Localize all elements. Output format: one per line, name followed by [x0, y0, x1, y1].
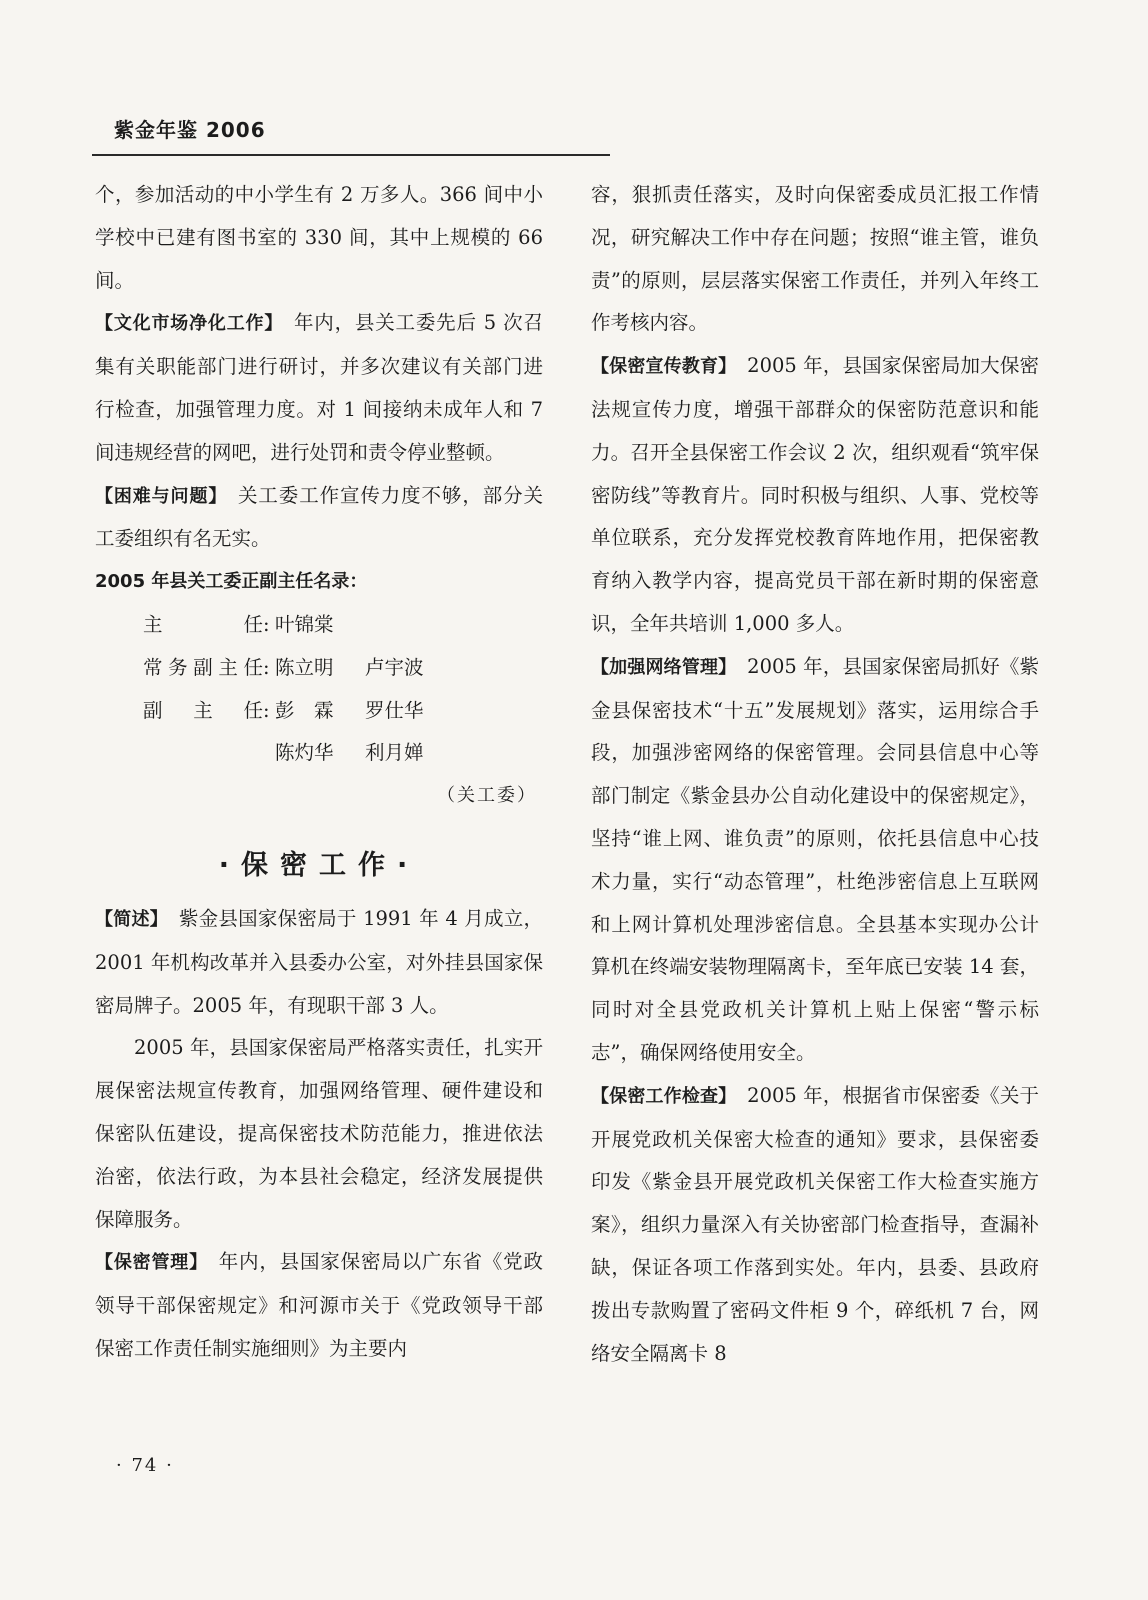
right-column — [591, 174, 1039, 1375]
section-keyword: 【文化市场净化工作】 — [95, 313, 284, 335]
paragraph-difficulties — [95, 475, 543, 562]
roster-name: 陈立明 — [275, 655, 334, 679]
paragraph-text: 2005 年，根据省市保密委《关于开展党政机关保密大检查的通知》要求，县保密委印发《紫金县开展党政机关保密工作大检查实施方案》，组织力量深入有关协密部门检查指导，查漏补缺，保证各项工作落到实处。年内，县委、县政府拨出专款购置了密码文件柜 9 个，碎纸机 7 台，网络安全隔离卡 8 — [591, 1083, 1040, 1365]
source-attribution: （关工委） — [437, 785, 537, 807]
paragraph-secrecy-management — [95, 1241, 543, 1370]
paragraph-text: 年内，县关工委先后 5 次召集有关职能部门进行研讨，并多次建议有关部门进行检查，加强管理力度。对 1 间接纳未成年人和 7 间违规经营的网吧，进行处罚和责令停业整顿。 — [95, 311, 543, 464]
paragraph-text: 2005 年，县国家保密局抓好《紫金县保密技术“十五”发展规划》落实，运用综合手段，加强涉密网络的保密管理。会同县信息中心等部门制定《紫金县办公自动化建设中的保密规定》，坚持“谁上网、谁负责”的原则，依托县信息中心技术力量，实行“动态管理”，杜绝涉密信息上互联网和上网计算机处理涉密信息。全县基本实现办公计算机在终端安装物理隔离卡，至年底已安装 14 套，同时对全县党政机关计算机上贴上保密“警示标志”，确保网络使用安全。 — [591, 654, 1040, 1064]
paragraph-inspection — [591, 1075, 1039, 1376]
paragraph-text: 2005 年，县国家保密局加大保密法规宣传力度，增强干部群众的保密防范意识和能力。召开全县保密工作会议 2 次，组织观看“筑牢保密防线”等教育片。同时积极与组织、人事、党校等单位联系，充分发挥党校教育阵地作用，把保密教育纳入教学内容，提高党员干部在新时期的保密意识，全年共培训 1,000 多人。 — [591, 354, 1040, 635]
paragraph-text: 年内，县国家保密局以广东省《党政领导干部保密规定》和河源市关于《党政领导干部保密工作责任制实施细则》为主要内 — [95, 1250, 543, 1360]
section-keyword: 【困难与问题】 — [95, 485, 228, 507]
section-keyword: 【简述】 — [95, 908, 169, 930]
roster-title: 2005 年县关工委正副主任名录： — [95, 571, 368, 593]
paragraph-continuation: 个，参加活动的中小学生有 2 万多人。366 间中小学校中已建有图书室的 330 间，其中上规模的 66 间。 — [95, 183, 543, 292]
running-header — [92, 110, 610, 156]
paragraph-overview — [95, 898, 543, 1027]
section-keyword: 【保密管理】 — [95, 1252, 208, 1274]
roster-row: 副主任 : 彭 霖 罗仕华 — [95, 690, 543, 733]
section-keyword: 【保密工作检查】 — [591, 1085, 737, 1107]
paragraph-culture-market — [95, 302, 543, 474]
section-keyword: 【加强网络管理】 — [591, 656, 737, 678]
paragraph-publicity-education — [591, 345, 1039, 646]
roster-name: 叶锦棠 — [275, 612, 334, 636]
paragraph-text: 紫金县国家保密局于 1991 年 4 月成立，2001 年机构改革并入县委办公室，对外挂县国家保密局牌子。2005 年，有现职干部 3 人。 — [95, 906, 544, 1017]
roster-name: 陈灼华 — [275, 741, 334, 765]
page-number: · 74 · — [116, 1455, 174, 1476]
yearbook-title: 紫金年鉴 2006 — [114, 118, 266, 142]
roster-role — [95, 732, 263, 775]
roster-row: 常务副主任 : 陈立明 卢宇波 — [95, 647, 543, 690]
paragraph-network-management — [591, 646, 1039, 1075]
roster-name: 彭 霖 — [275, 698, 334, 722]
roster-name: 利月婵 — [365, 741, 424, 765]
roster-row — [95, 732, 543, 775]
paragraph-summary: 2005 年，县国家保密局严格落实责任，扎实开展保密法规宣传教育，加强网络管理、硬件建设和保密队伍建设，提高保密技术防范能力，推进依法治密，依法行政，为本县社会稳定，经济发展提供保障服务。 — [95, 1036, 543, 1231]
left-column — [95, 174, 543, 1371]
roster-name: 卢宇波 — [365, 655, 424, 679]
roster-row: 主任 : 叶锦棠 — [95, 604, 543, 647]
roster-list — [95, 604, 543, 775]
roster-role: 常务副主任 — [143, 655, 263, 679]
section-keyword: 【保密宣传教育】 — [591, 356, 737, 378]
section-title: ·保密工作· — [218, 849, 420, 881]
roster-name: 罗仕华 — [365, 698, 424, 722]
roster-role: 副主任 — [143, 698, 263, 722]
paragraph-text: 关工委工作宣传力度不够，部分关工委组织有名无实。 — [95, 483, 543, 551]
roster-role: 主任 — [143, 612, 263, 636]
paragraph-continuation: 容，狠抓责任落实，及时向保密委成员汇报工作情况，研究解决工作中存在问题；按照“谁主管，谁负责”的原则，层层落实保密工作责任，并列入年终工作考核内容。 — [591, 183, 1039, 335]
